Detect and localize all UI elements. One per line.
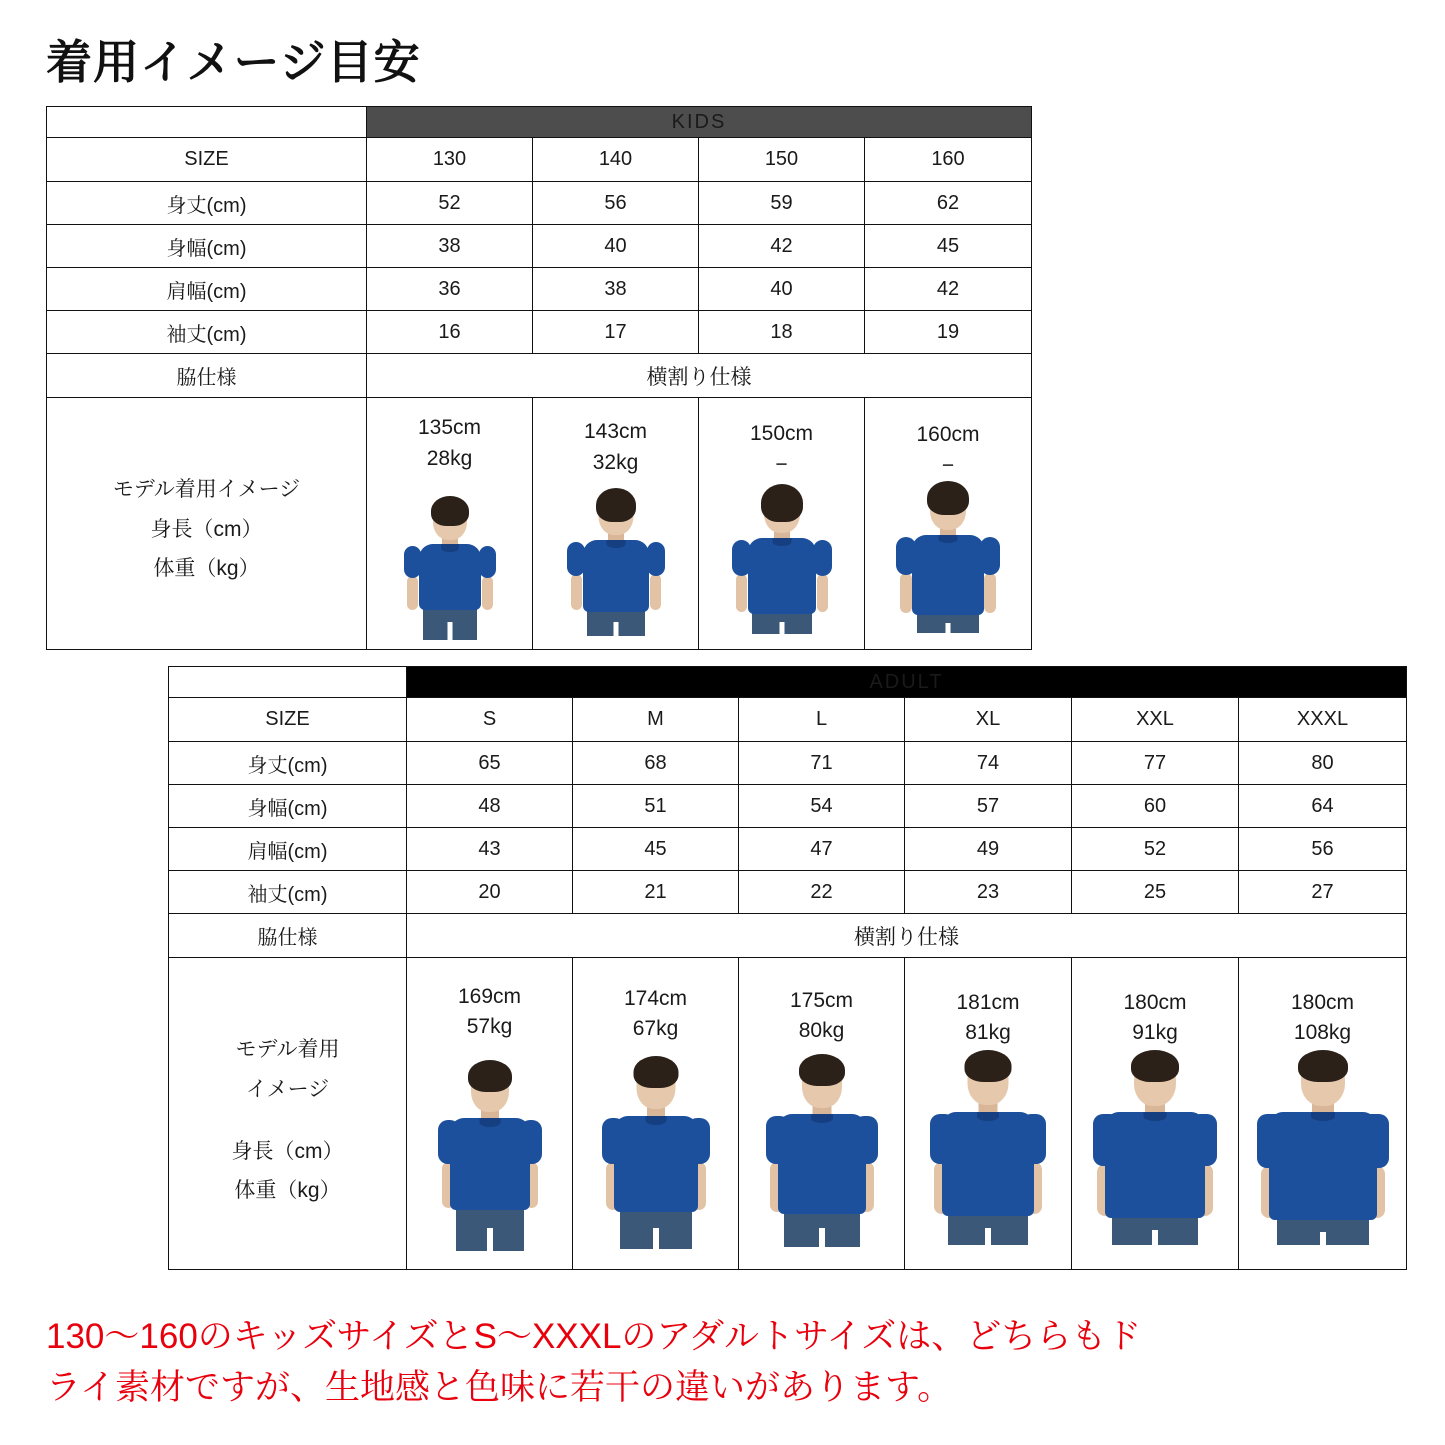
kids-banner: KIDS	[367, 107, 1032, 138]
kids-model-height-130: 135cm	[417, 416, 482, 440]
adult-model-height-l: 175cm	[789, 988, 854, 1012]
adult-row-label-width: 身幅(cm)	[169, 785, 407, 828]
kids-model-weight-150: −	[775, 452, 788, 476]
adult-size-xxxl: XXXL	[1239, 698, 1407, 742]
adult-side-spec-value: 横割り仕様	[407, 914, 1407, 958]
adult-model-cell-s	[407, 958, 573, 1270]
kids-shoulder-160: 42	[865, 268, 1032, 311]
adult-width-xl: 57	[905, 785, 1072, 828]
adult-model-row	[169, 958, 1407, 1270]
kids-side-spec-value: 横割り仕様	[367, 354, 1032, 398]
adult-sleeve-s: 20	[407, 871, 573, 914]
kids-sleeve-160: 19	[865, 311, 1032, 354]
adult-shoulder-xl: 49	[905, 828, 1072, 871]
adult-length-s: 65	[407, 742, 573, 785]
kids-model-height-140: 143cm	[583, 420, 648, 444]
adult-row-label-size: SIZE	[169, 698, 407, 742]
adult-sleeve-row	[169, 871, 1407, 914]
footer-note	[46, 1312, 1406, 1414]
adult-model-label-2: イメージ	[245, 1077, 330, 1101]
adult-row-label-length: 身丈(cm)	[169, 742, 407, 785]
adult-model-weight-xxxl: 108kg	[1293, 1021, 1352, 1044]
adult-model-height-m: 174cm	[623, 986, 688, 1010]
adult-banner-row	[169, 667, 1407, 698]
adult-model-cell-l	[739, 958, 905, 1270]
adult-model-cell-xl	[905, 958, 1072, 1270]
kids-width-160: 45	[865, 225, 1032, 268]
kids-model-cell-150	[699, 398, 865, 650]
adult-length-xxxl: 80	[1239, 742, 1407, 785]
kids-model-height-150: 150cm	[749, 422, 814, 446]
adult-shoulder-row	[169, 828, 1407, 871]
adult-width-m: 51	[573, 785, 739, 828]
kids-size-140: 140	[533, 138, 699, 182]
adult-model-label-4: 体重（kg）	[234, 1179, 341, 1203]
adult-model-figure-xxl	[1075, 1050, 1235, 1245]
kids-model-label-3: 体重（kg）	[153, 557, 260, 581]
kids-model-label-2: 身長（cm）	[150, 517, 263, 541]
adult-banner: ADULT	[407, 667, 1407, 698]
kids-shoulder-140: 38	[533, 268, 699, 311]
kids-size-160: 160	[865, 138, 1032, 182]
kids-width-row	[47, 225, 1032, 268]
kids-shoulder-row	[47, 268, 1032, 311]
adult-size-l: L	[739, 698, 905, 742]
adult-shoulder-xxl: 52	[1072, 828, 1239, 871]
kids-model-weight-140: 32kg	[592, 450, 639, 474]
kids-model-cell-160	[865, 398, 1032, 650]
adult-model-weight-xl: 81kg	[965, 1021, 1011, 1044]
adult-width-xxxl: 64	[1239, 785, 1407, 828]
adult-size-table	[168, 666, 1407, 1270]
adult-length-xxl: 77	[1072, 742, 1239, 785]
kids-width-130: 38	[367, 225, 533, 268]
kids-size-150: 150	[699, 138, 865, 182]
adult-shoulder-l: 47	[739, 828, 905, 871]
adult-sleeve-xl: 23	[905, 871, 1072, 914]
kids-banner-row	[47, 107, 1032, 138]
adult-model-height-xxxl: 180cm	[1290, 990, 1355, 1014]
kids-shoulder-130: 36	[367, 268, 533, 311]
kids-length-row	[47, 182, 1032, 225]
adult-model-cell-m	[573, 958, 739, 1270]
kids-model-height-160: 160cm	[916, 423, 980, 447]
adult-size-row	[169, 698, 1407, 742]
adult-row-label-shoulder: 肩幅(cm)	[169, 828, 407, 871]
adult-row-label-side-spec: 脇仕様	[169, 914, 407, 958]
adult-sleeve-l: 22	[739, 871, 905, 914]
kids-width-150: 42	[699, 225, 865, 268]
adult-banner-spacer	[169, 667, 407, 698]
footer-note-line-1: 130〜160のキッズサイズとS〜XXXLのアダルトサイズは、どちらもド	[46, 1317, 1142, 1356]
kids-model-figure-130	[380, 488, 520, 640]
adult-side-spec-row	[169, 914, 1407, 958]
kids-size-130: 130	[367, 138, 533, 182]
adult-model-cell-xxxl	[1239, 958, 1407, 1270]
kids-model-cell-140	[533, 398, 699, 650]
adult-shoulder-xxxl: 56	[1239, 828, 1407, 871]
adult-size-xxl: XXL	[1072, 698, 1239, 742]
adult-length-xl: 74	[905, 742, 1072, 785]
kids-length-130: 52	[367, 182, 533, 225]
adult-length-l: 71	[739, 742, 905, 785]
kids-sleeve-130: 16	[367, 311, 533, 354]
adult-model-weight-s: 57kg	[466, 1015, 513, 1038]
kids-size-row	[47, 138, 1032, 182]
kids-row-label-sleeve: 袖丈(cm)	[47, 311, 367, 354]
kids-length-140: 56	[533, 182, 699, 225]
kids-banner-spacer	[47, 107, 367, 138]
kids-size-table	[46, 106, 1032, 650]
kids-length-160: 62	[865, 182, 1032, 225]
kids-sleeve-150: 18	[699, 311, 865, 354]
adult-model-label-3: 身長（cm）	[231, 1139, 344, 1163]
page-title: 着用イメージ目安	[46, 36, 421, 88]
adult-size-xl: XL	[905, 698, 1072, 742]
adult-size-m: M	[573, 698, 739, 742]
adult-row-label-sleeve: 袖丈(cm)	[169, 871, 407, 914]
kids-row-label-shoulder: 肩幅(cm)	[47, 268, 367, 311]
adult-size-s: S	[407, 698, 573, 742]
adult-shoulder-s: 43	[407, 828, 573, 871]
adult-sleeve-xxl: 25	[1072, 871, 1239, 914]
kids-model-row	[47, 398, 1032, 650]
kids-row-label-size: SIZE	[47, 138, 367, 182]
kids-row-label-side-spec: 脇仕様	[47, 354, 367, 398]
kids-row-label-length: 身丈(cm)	[47, 182, 367, 225]
adult-model-weight-m: 67kg	[632, 1017, 679, 1040]
adult-width-l: 54	[739, 785, 905, 828]
adult-model-figure-s	[410, 1056, 570, 1251]
adult-model-weight-xxl: 91kg	[1132, 1021, 1178, 1044]
adult-width-row	[169, 785, 1407, 828]
adult-model-height-s: 169cm	[457, 984, 522, 1008]
kids-model-label-cell	[47, 398, 367, 650]
adult-model-figure-xl	[908, 1050, 1068, 1245]
kids-sleeve-140: 17	[533, 311, 699, 354]
adult-width-s: 48	[407, 785, 573, 828]
kids-model-label-1: モデル着用イメージ	[112, 477, 301, 501]
adult-model-label-1: モデル着用	[235, 1037, 340, 1061]
kids-row-label-width: 身幅(cm)	[47, 225, 367, 268]
footer-note-line-2: ライ素材ですが、生地感と色味に若干の違いがあります。	[46, 1367, 953, 1407]
kids-model-figure-140	[546, 484, 686, 636]
kids-sleeve-row	[47, 311, 1032, 354]
adult-model-figure-m	[576, 1054, 736, 1249]
adult-model-cell-xxl	[1072, 958, 1239, 1270]
adult-model-label-cell	[169, 958, 407, 1270]
adult-sleeve-xxxl: 27	[1239, 871, 1407, 914]
adult-model-weight-l: 80kg	[798, 1019, 845, 1042]
kids-model-weight-160: −	[941, 453, 955, 477]
adult-width-xxl: 60	[1072, 785, 1239, 828]
adult-model-figure-xxxl	[1243, 1050, 1403, 1245]
kids-model-figure-150	[712, 482, 852, 634]
kids-width-140: 40	[533, 225, 699, 268]
kids-shoulder-150: 40	[699, 268, 865, 311]
kids-model-weight-130: 28kg	[426, 446, 473, 470]
kids-model-cell-130	[367, 398, 533, 650]
adult-model-height-xl: 181cm	[956, 990, 1020, 1014]
adult-length-row	[169, 742, 1407, 785]
adult-sleeve-m: 21	[573, 871, 739, 914]
adult-shoulder-m: 45	[573, 828, 739, 871]
adult-model-height-xxl: 180cm	[1123, 990, 1187, 1014]
kids-model-figure-160	[878, 481, 1018, 633]
adult-model-figure-l	[742, 1052, 902, 1247]
adult-length-m: 68	[573, 742, 739, 785]
kids-length-150: 59	[699, 182, 865, 225]
kids-side-spec-row	[47, 354, 1032, 398]
